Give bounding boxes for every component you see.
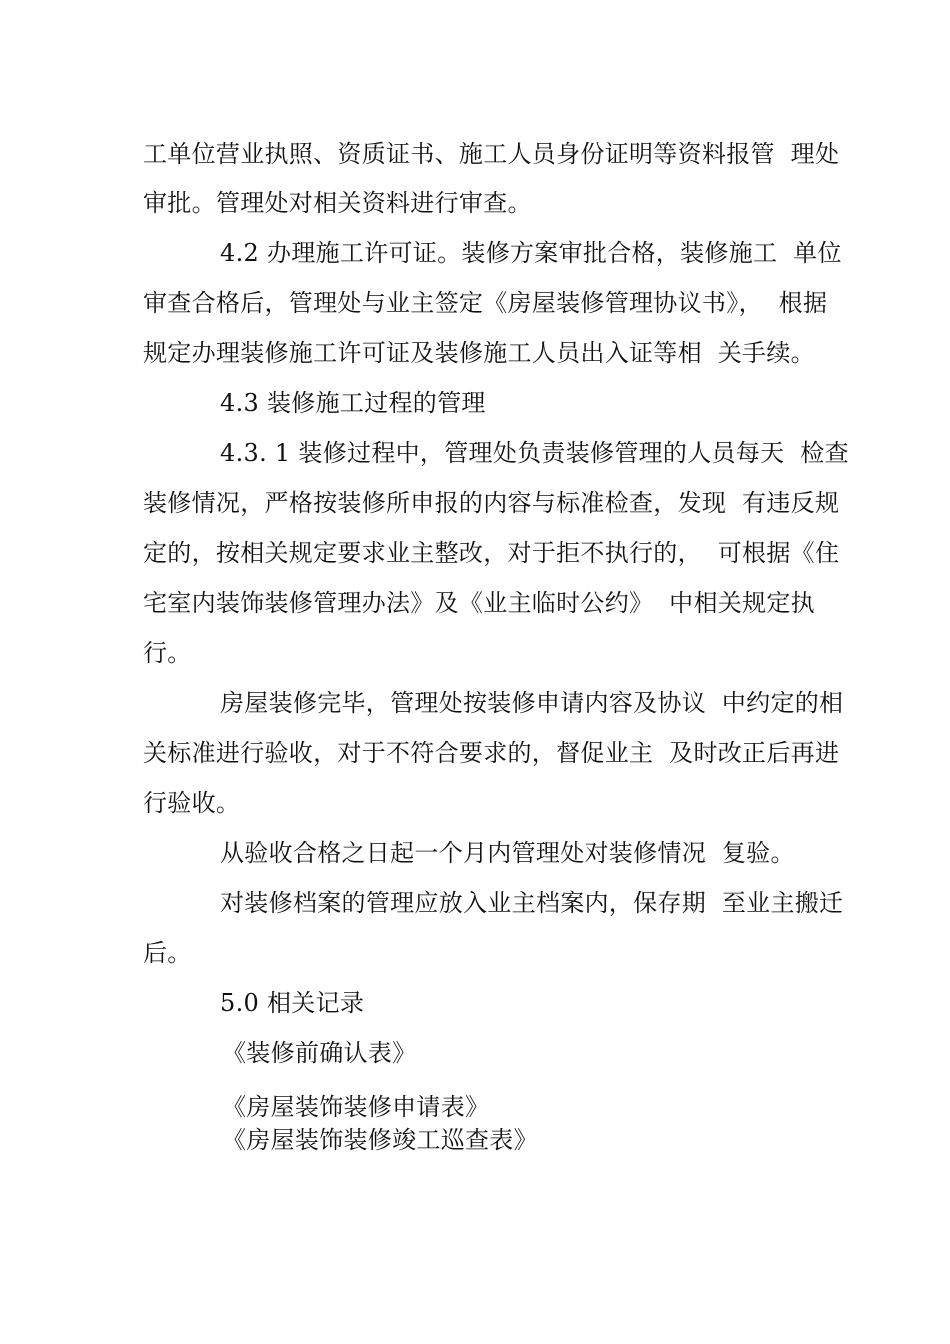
section-4-3-1-line: 4.3. 1 装修过程中，管理处负责装修管理的人员每天 检查 — [220, 439, 849, 467]
paragraph-line: 定的，按相关规定要求业主整改，对于拒不执行的， 可根据《住 — [143, 539, 840, 567]
paragraph-line: 审批。管理处对相关资料进行审查。 — [143, 189, 532, 217]
paragraph-line: 房屋装修完毕，管理处按装修申请内容及协议 中约定的相 — [220, 689, 844, 717]
record-item: 《房屋装饰装修竣工巡查表》 — [222, 1126, 538, 1154]
paragraph-line: 行验收。 — [143, 789, 241, 817]
paragraph-line: 装修情况，严格按装修所申报的内容与标准检查，发现 有违反规 — [143, 489, 840, 517]
paragraph-line: 对装修档案的管理应放入业主档案内，保存期 至业主搬迁 — [220, 889, 844, 917]
paragraph-line: 宅室内装饰装修管理办法》及《业主临时公约》 中相关规定执 — [143, 589, 815, 617]
paragraph-line: 后。 — [143, 939, 192, 967]
paragraph-line: 工单位营业执照、资质证书、施工人员身份证明等资料报管 理处 — [143, 140, 840, 168]
section-5-0-heading: 5.0 相关记录 — [220, 989, 365, 1017]
paragraph-line: 关标准进行验收，对于不符合要求的，督促业主 及时改正后再进 — [143, 739, 840, 767]
paragraph-line: 审查合格后，管理处与业主签定《房屋装修管理协议书》， 根据 — [143, 289, 828, 317]
paragraph-line: 行。 — [143, 639, 192, 667]
paragraph-line: 从验收合格之日起一个月内管理处对装修情况 复验。 — [220, 839, 795, 867]
record-item: 《装修前确认表》 — [222, 1039, 417, 1067]
paragraph-line: 规定办理装修施工许可证及装修施工人员出入证等相 关手续。 — [143, 339, 815, 367]
record-item: 《房屋装饰装修申请表》 — [222, 1093, 490, 1121]
section-4-3-heading: 4.3 装修施工过程的管理 — [220, 389, 486, 417]
section-4-2-line: 4.2 办理施工许可证。装修方案审批合格，装修施工 单位 — [220, 239, 842, 267]
